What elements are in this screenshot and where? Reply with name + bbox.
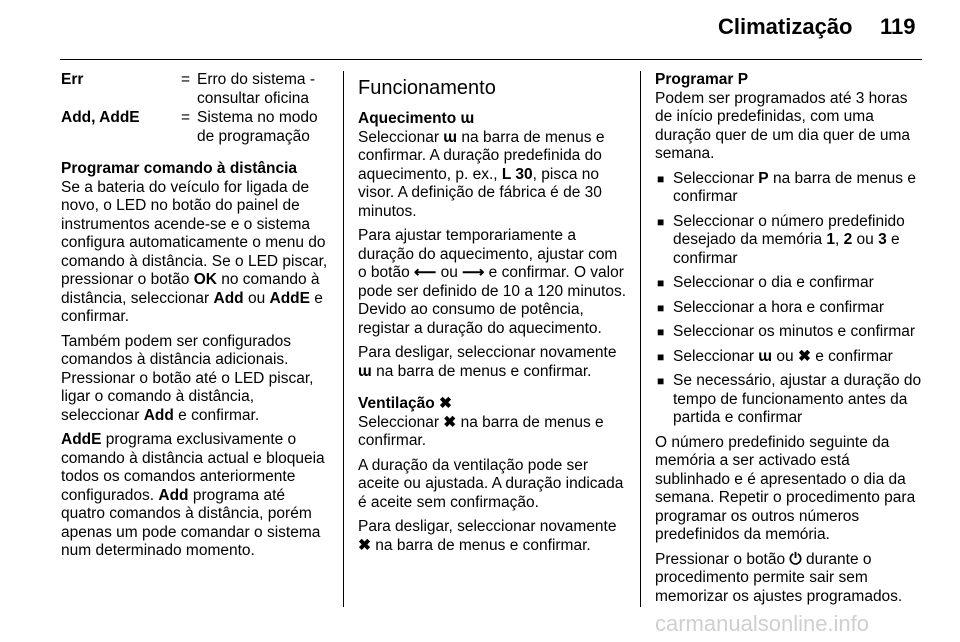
- heating-icon: ɯ: [358, 362, 372, 380]
- ventilation-paragraph-3: Para desligar, seleccionar novamente ✖ na barra de menus e confirmar.: [358, 518, 617, 554]
- heating-paragraph-3: Para desligar, seleccionar novamente ɯ na barra de menus e confirmar.: [358, 344, 617, 380]
- watermark: carmanualsonline.info: [655, 611, 870, 636]
- list-item: ■ Seleccionar o número predefinido desejado da memória 1, 2 ou 3 e confirmar: [655, 213, 923, 269]
- ventilation-paragraph-1: Seleccionar ✖ na barra de menus e confirmar.: [358, 413, 604, 449]
- program-paragraph-after: O número predefinido seguinte da memória a ser activado está sublinhado e é apresentado o dia da semana. Repetir o procedimento para programar os outros números predefinidos da memória.: [655, 433, 916, 543]
- remote-paragraph-3: AddE programa exclusivamente o comando à distância actual e bloqueia todos os comandos anteriormente configurados. Add programa até quatro comandos à distância, porém apenas um pode comandar o sistema num determinado momento.: [61, 431, 325, 559]
- fan-icon: ✖: [439, 395, 452, 412]
- remote-paragraph-1: Se a bateria do veículo for ligada de novo, o LED no botão do painel de instrumentos acende-se e o sistema configura automaticamente o menu do comando à distância. Se o LED piscar, pressionar o botão OK no comando à distância, seleccionar Add ou AddE e confirmar.: [61, 178, 328, 325]
- program-intro: Podem ser programados até 3 horas de início predefinidas, com uma duração quer de um dia quer de uma semana.: [655, 89, 911, 162]
- arrow-right-icon: ⟶: [462, 264, 485, 281]
- definition-term: Err: [61, 71, 84, 88]
- definition-equals: =: [181, 71, 191, 88]
- ventilation-section-title: Ventilação ✖: [358, 395, 452, 412]
- list-item: ■ Seleccionar ɯ ou ✖ e confirmar: [655, 348, 923, 367]
- list-item: ■ Se necessário, ajustar a duração do tempo de funcionamento antes da partida e confirmar: [655, 372, 923, 428]
- program-steps-list: [655, 170, 923, 428]
- definition-equals: =: [181, 109, 191, 126]
- heating-paragraph-1: Seleccionar ɯ na barra de menus e confirmar. A duração predefinida do aquecimento, p. ex., L 30, pisca no visor. A definição de fábrica é de 30 minutos.: [358, 128, 605, 220]
- program-paragraph-last: Pressionar o botão ⏻ durante o procedimento permite sair sem memorizar os ajustes programados.: [655, 550, 903, 605]
- page-number: 119: [880, 14, 916, 39]
- heating-icon: ɯ: [443, 128, 458, 146]
- program-section-title: Programar P: [655, 71, 749, 88]
- heating-section-title: Aquecimento ɯ: [358, 110, 475, 127]
- list-item: ■ Seleccionar a hora e confirmar: [655, 299, 923, 318]
- arrow-left-icon: ⟵: [414, 264, 437, 281]
- fan-icon: ✖: [797, 347, 811, 365]
- header-divider: [60, 59, 922, 60]
- list-item: ■ Seleccionar o dia e confirmar: [655, 274, 923, 293]
- column-divider-2: [640, 71, 641, 607]
- funcionamento-heading: Funcionamento: [358, 77, 496, 99]
- heating-paragraph-2: Para ajustar temporariamente a duração do aquecimento, ajustar com o botão ⟵ ou ⟶ e confirmar. O valor pode ser definido de 10 a 120 minutos. Devido ao consumo de potência, registar a duração do aquecimento.: [358, 227, 626, 337]
- power-icon: ⏻: [789, 550, 802, 568]
- definition-row: [61, 109, 329, 146]
- remote-paragraph-2: Também podem ser configurados comandos à distância adicionais. Pressionar o botão até o LED piscar, ligar o comando à distância, seleccionar Add e confirmar.: [61, 332, 314, 424]
- column-middle: [358, 71, 626, 561]
- fan-icon: ✖: [443, 413, 457, 431]
- list-item: ■ Seleccionar P na barra de menus e confirmar: [655, 170, 923, 207]
- ventilation-paragraph-2: A duração da ventilação pode ser aceite ou ajustada. A duração indicada é aceite sem confirmação.: [358, 456, 624, 511]
- list-item: ■ Seleccionar os minutos e confirmar: [655, 323, 923, 342]
- fan-icon: ✖: [358, 536, 371, 554]
- definition-term: Add, AddE: [61, 109, 140, 126]
- column-left: [61, 71, 329, 567]
- column-right: [655, 71, 923, 612]
- heating-icon: ɯ: [460, 110, 475, 127]
- definition-row: [61, 71, 329, 108]
- column-divider-1: [343, 71, 344, 607]
- remote-section-title: Programar comando à distância: [61, 160, 298, 177]
- definition-description: Erro do sistema - consultar oficina: [197, 71, 316, 107]
- definition-description: Sistema no modo de programação: [197, 109, 318, 145]
- page-title: Climatização: [718, 14, 853, 39]
- heating-icon: ɯ: [758, 347, 773, 365]
